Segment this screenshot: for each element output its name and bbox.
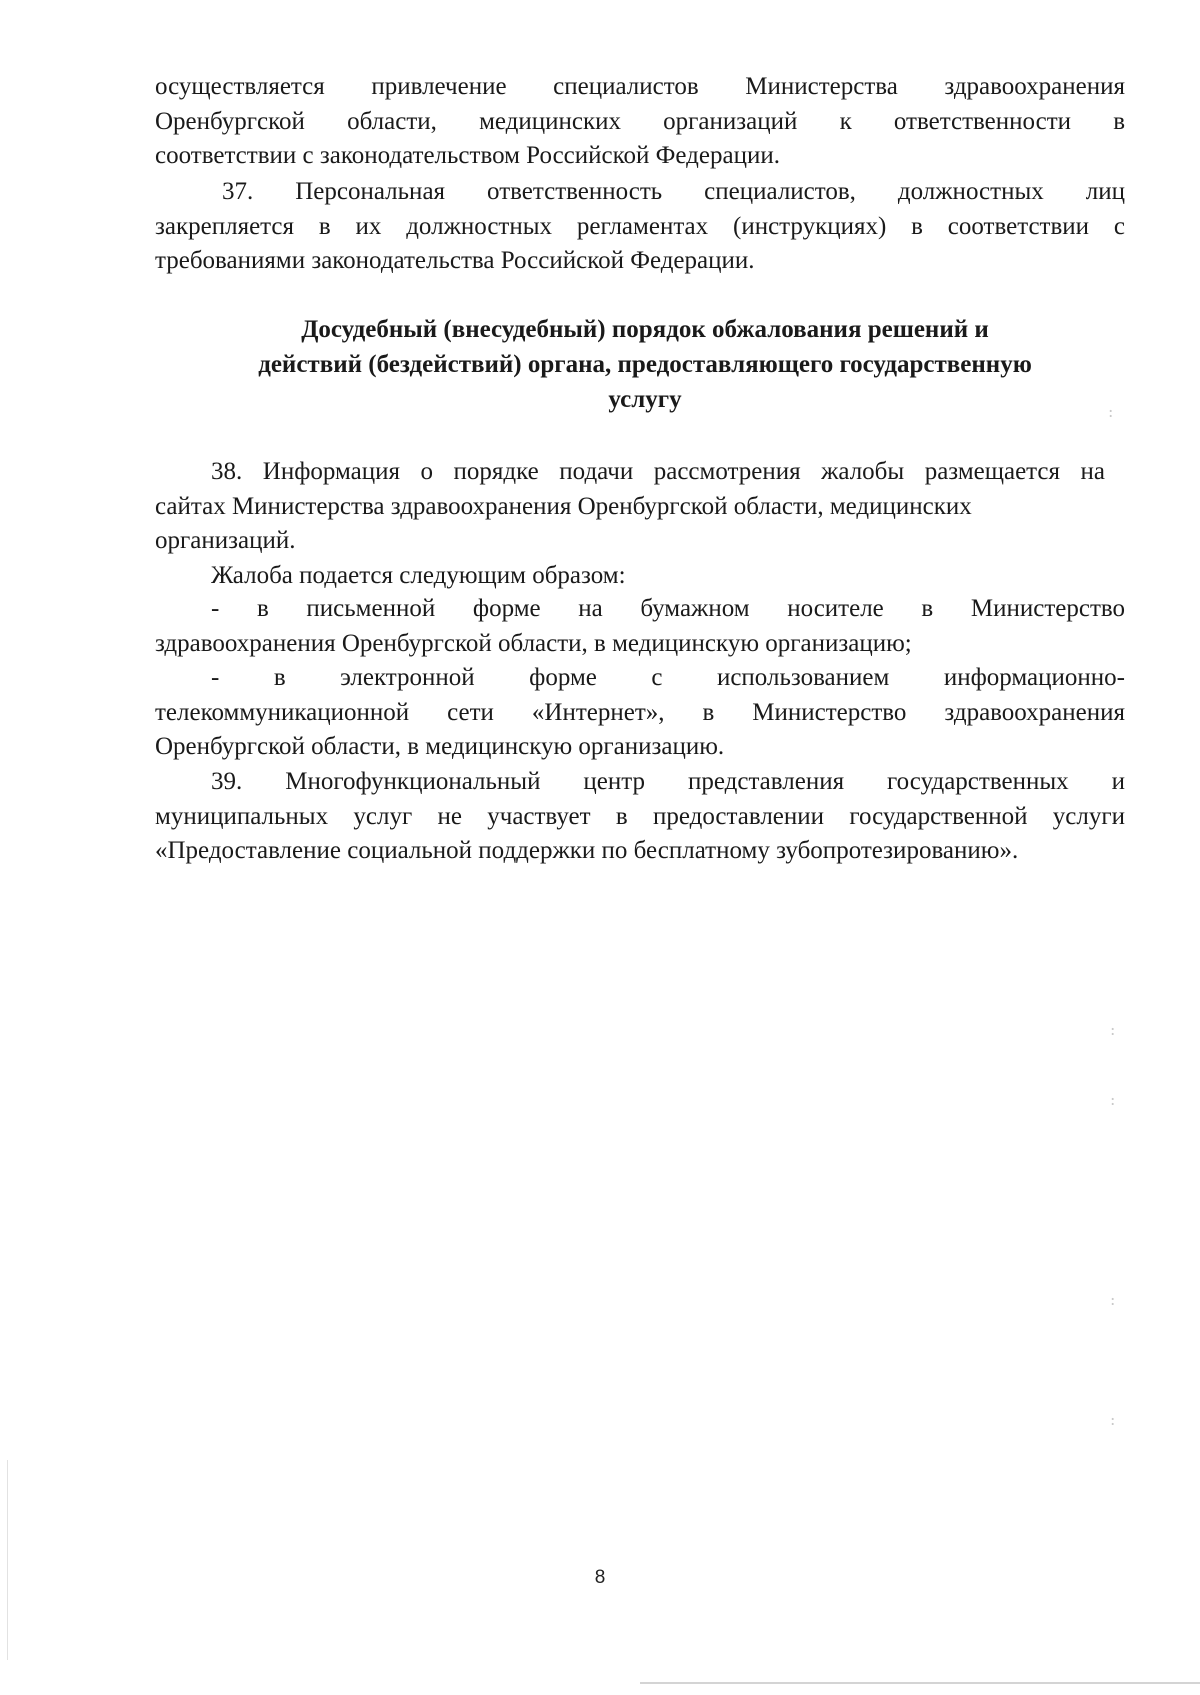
text-line: Жалоба подается следующим образом:: [211, 561, 626, 589]
heading-line: услугу: [608, 386, 682, 413]
text-line: - в электронной форме с использованием информационно-: [211, 664, 1125, 691]
text-line: - в письменной форме на бумажном носителе в Министерство: [211, 595, 1125, 622]
text-line: осуществляется привлечение специалистов Министерства здравоохранения: [155, 73, 1125, 100]
text-line: Оренбургской области, в медицинскую организацию.: [155, 733, 725, 760]
scan-noise-mark: :: [1110, 1090, 1116, 1109]
text-line: здравоохранения Оренбургской области, в медицинскую организацию;: [155, 629, 912, 657]
complaint-method-electronic: [155, 661, 1125, 765]
text-line: сайтах Министерства здравоохранения Оренбургской области, медицинских: [155, 492, 972, 520]
text-line: Оренбургской области, медицинских организаций к ответственности в: [155, 107, 1125, 135]
scan-noise-mark: :: [1108, 402, 1114, 421]
page-number: 8: [594, 1567, 606, 1588]
paragraph-38: [155, 455, 1105, 593]
intro-paragraph: [155, 70, 1125, 174]
text-line: соответствии с законодательством Российской Федерации.: [155, 142, 780, 169]
text-line: 38. Информация о порядке подачи рассмотрения жалобы размещается на: [211, 458, 1105, 485]
scan-edge-artifact: [7, 1460, 8, 1660]
scan-noise-mark: :: [1110, 1020, 1116, 1039]
paragraph-39: [155, 765, 1125, 869]
scan-edge-artifact: [640, 1682, 1200, 1684]
section-heading: [155, 312, 1135, 417]
heading-line: действий (бездействий) органа, предоставляющего государственную: [258, 351, 1032, 378]
complaint-method-paper: [155, 592, 1125, 661]
text-line: организаций.: [155, 527, 296, 554]
scan-noise-mark: :: [1110, 1290, 1116, 1309]
paragraph-37: [155, 175, 1125, 279]
text-line: требованиями законодательства Российской Федерации.: [155, 247, 755, 274]
text-line: 37. Персональная ответственность специалистов, должностных лиц: [222, 178, 1125, 205]
text-line: 39. Многофункциональный центр представления государственных и: [211, 768, 1125, 795]
text-line: телекоммуникационной сети «Интернет», в Министерство здравоохранения: [155, 698, 1125, 726]
text-line: муниципальных услуг не участвует в предоставлении государственной услуги: [155, 802, 1125, 830]
text-line: закрепляется в их должностных регламентах (инструкциях) в соответствии с: [155, 212, 1125, 240]
text-line: «Предоставление социальной поддержки по бесплатному зубопротезированию».: [155, 837, 1019, 864]
heading-line: Досудебный (внесудебный) порядок обжалования решений и: [301, 316, 989, 343]
scan-noise-mark: :: [1110, 1410, 1116, 1429]
